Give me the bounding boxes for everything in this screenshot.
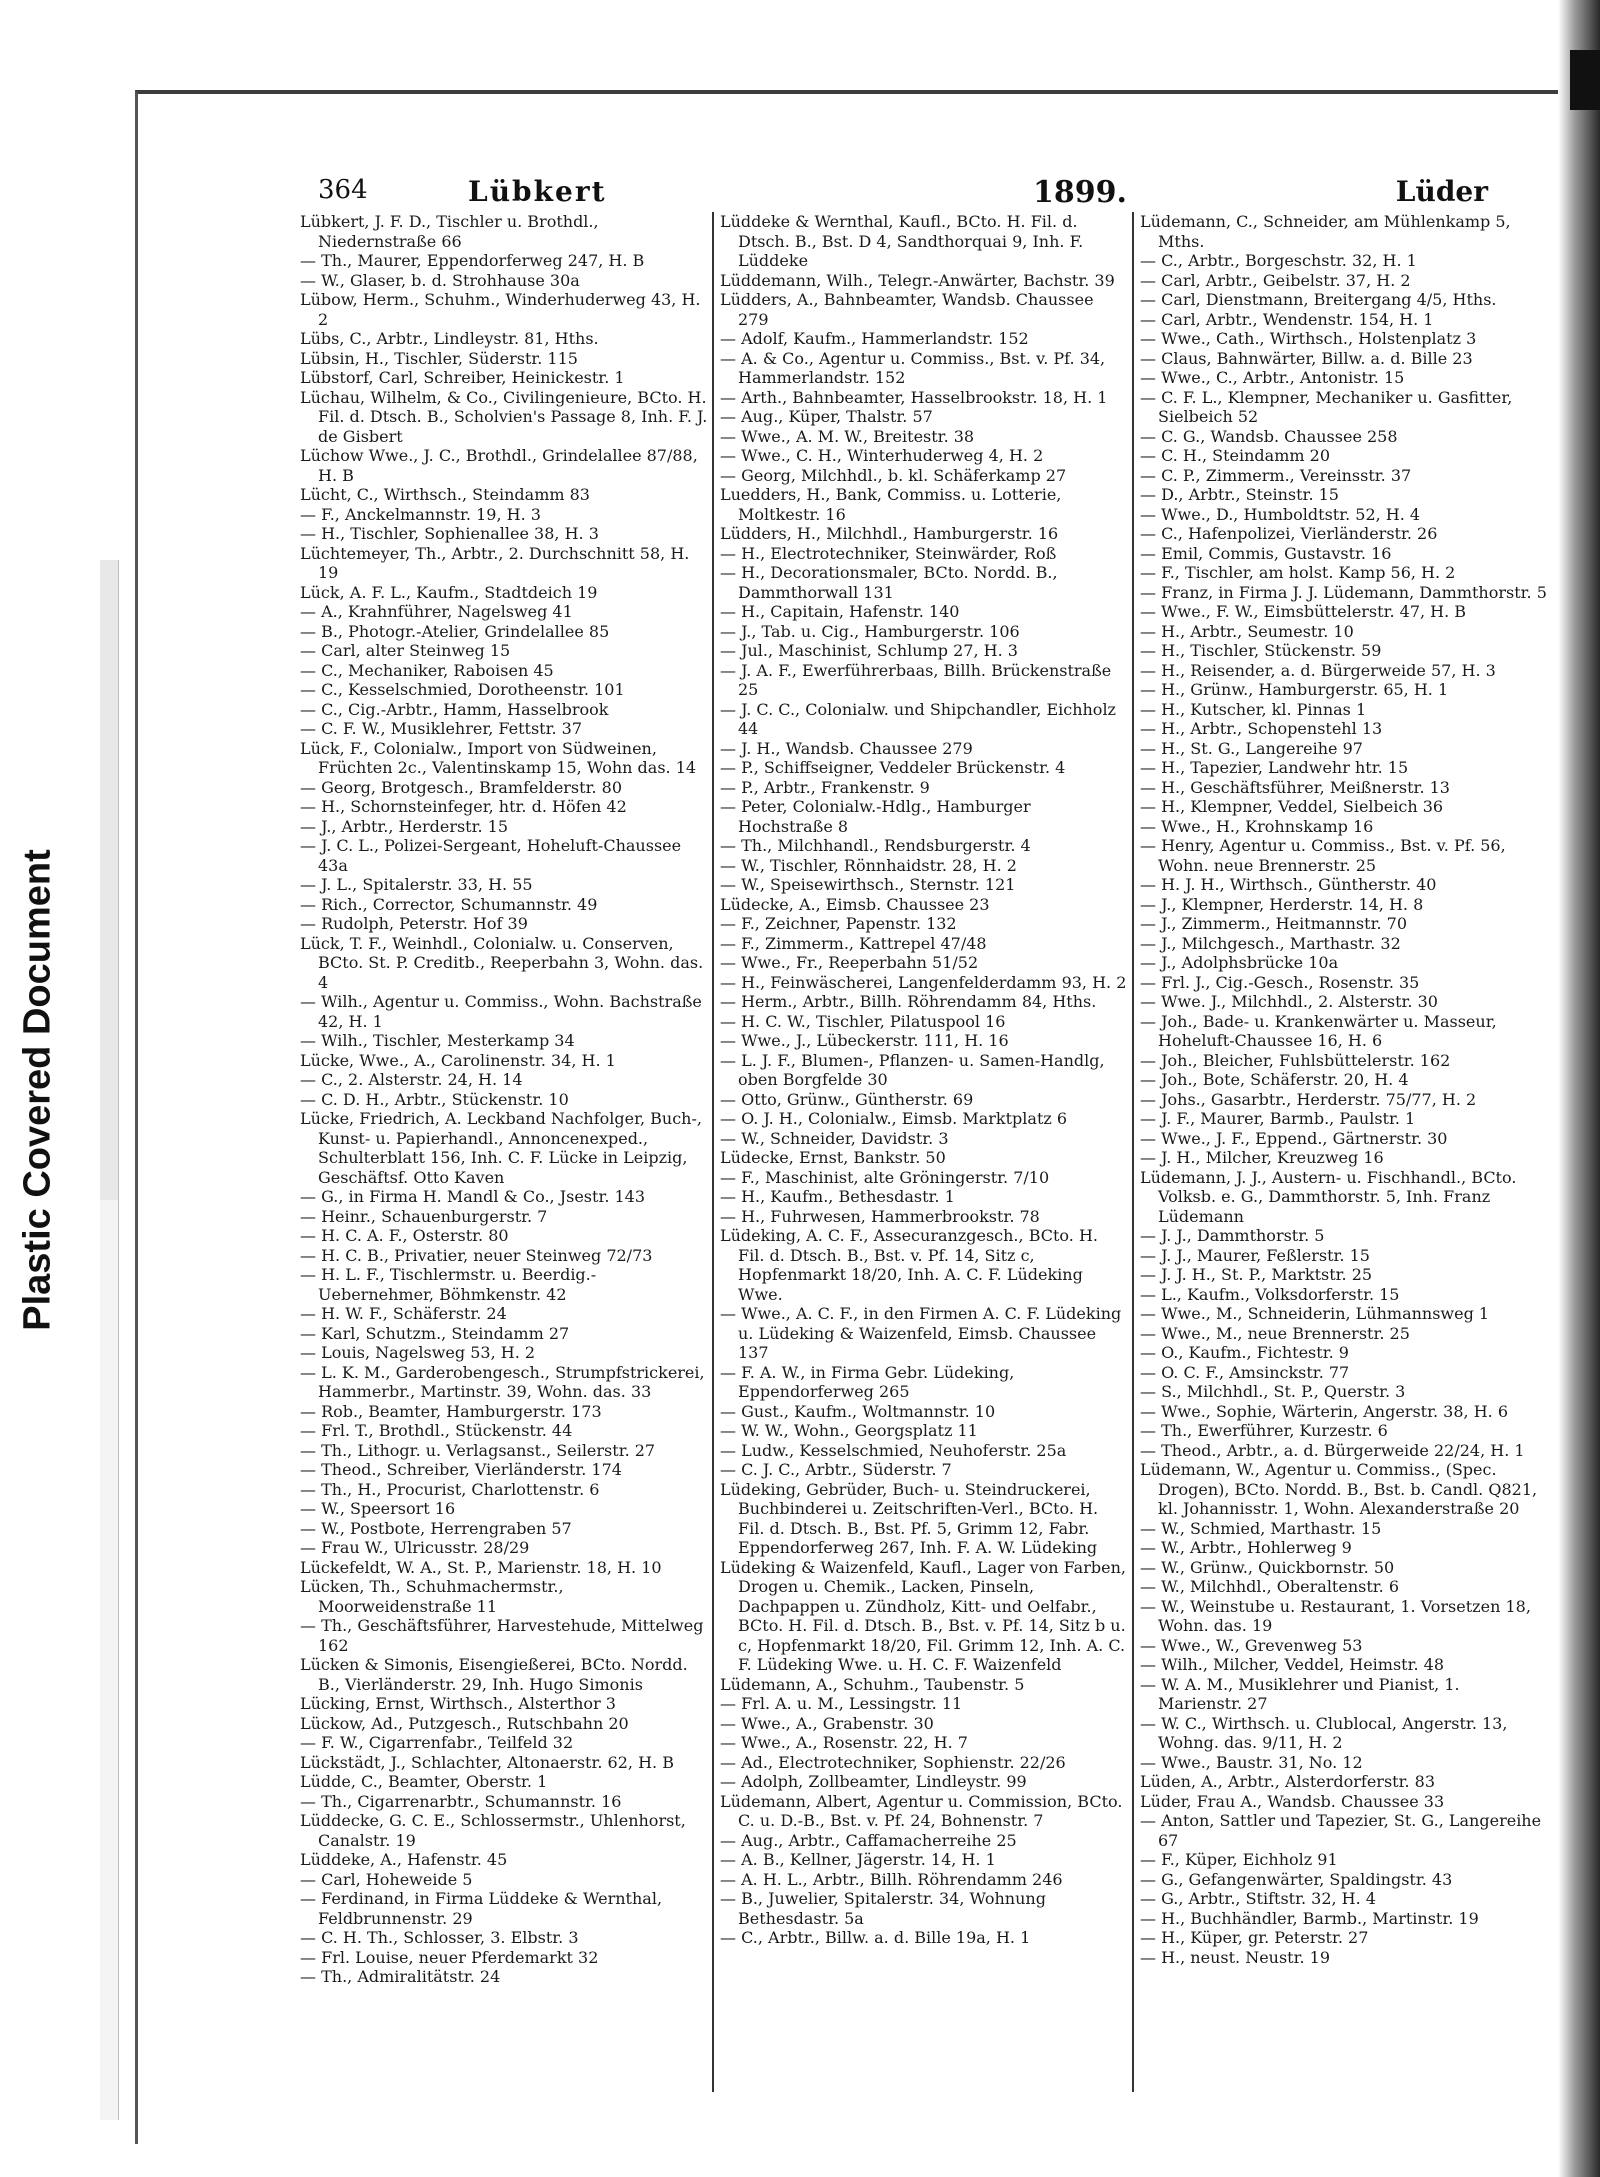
directory-entry: — Frl. T., Brothdl., Stückenstr. 44 xyxy=(300,1421,573,1440)
directory-entry: — J., Klempner, Herderstr. 14, H. 8 xyxy=(1140,894,1424,914)
directory-entry: — W., Schneider, Davidstr. 3 xyxy=(720,1128,949,1148)
directory-entry: — Frl. Louise, neuer Pferdemarkt 32 xyxy=(300,1947,599,1967)
directory-entry: — Th., Maurer, Eppendorferweg 247, H. B xyxy=(300,251,645,270)
directory-entry: Lüdders, H., Milchhdl., Hamburgerstr. 16 xyxy=(720,524,1059,543)
directory-entry: — Wwe., C. H., Winterhuderweg 4, H. 2 xyxy=(720,446,1044,465)
directory-entry: — Wwe., A. M. W., Breitestr. 38 xyxy=(720,426,975,446)
directory-entry: — Johs., Gasarbtr., Herderstr. 75/77, H. 2 xyxy=(1140,1089,1477,1109)
directory-entry: — W., Weinstube u. Restaurant, 1. Vorsetzen 18, Wohn. das. 19 xyxy=(1140,1596,1531,1635)
directory-entry: — Wwe., Baustr. 31, No. 12 xyxy=(1140,1752,1363,1772)
directory-entry: Lüdecke, Ernst, Bankstr. 50 xyxy=(720,1148,946,1167)
directory-entry: — F. W., Cigarrenfabr., Teilfeld 32 xyxy=(300,1733,574,1752)
directory-entry: — Peter, Colonialw.-Hdlg., Hamburger Hochstraße 8 xyxy=(720,797,1031,836)
directory-entry: — F., Küper, Eichholz 91 xyxy=(1140,1850,1338,1869)
directory-entry: Lüddeke, A., Hafenstr. 45 xyxy=(300,1850,508,1869)
directory-entry: — Wwe., J. F., Eppend., Gärtnerstr. 30 xyxy=(1140,1128,1448,1148)
directory-entry: — Rob., Beamter, Hamburgerstr. 173 xyxy=(300,1401,602,1421)
directory-entry: — J. L., Spitalerstr. 33, H. 55 xyxy=(300,875,533,894)
directory-entry: — Ad., Electrotechniker, Sophienstr. 22/26 xyxy=(720,1752,1066,1772)
directory-entry: — C., Arbtr., Borgeschstr. 32, H. 1 xyxy=(1140,251,1417,270)
directory-entry: — Carl, alter Steinweg 15 xyxy=(300,641,511,660)
directory-entry: — P., Schiffseigner, Veddeler Brückenstr. 4 xyxy=(720,758,1066,777)
directory-entry: — W., Speersort 16 xyxy=(300,1499,456,1518)
directory-entry: — Wwe., J., Lübeckerstr. 111, H. 16 xyxy=(720,1031,1009,1050)
directory-entry: — S., Milchhdl., St. P., Querstr. 3 xyxy=(1140,1382,1406,1401)
directory-entry: — A. B., Kellner, Jägerstr. 14, H. 1 xyxy=(720,1850,996,1869)
directory-entry: — C. H. Th., Schlosser, 3. Elbstr. 3 xyxy=(300,1928,579,1947)
page-number: 364 xyxy=(318,175,368,205)
directory-entry: Lückow, Ad., Putzgesch., Rutschbahn 20 xyxy=(300,1713,629,1733)
directory-entry: — J. C. C., Colonialw. und Shipchandler, Eichholz 44 xyxy=(720,699,1116,738)
directory-entry: — Aug., Küper, Thalstr. 57 xyxy=(720,407,933,426)
directory-entry: — Wwe., Fr., Reeperbahn 51/52 xyxy=(720,953,979,972)
directory-entry: — Wwe., C., Arbtr., Antonistr. 15 xyxy=(1140,368,1405,387)
header-first-name: Lübkert xyxy=(468,175,607,208)
directory-entry: — C., Hafenpolizei, Vierländerstr. 26 xyxy=(1140,524,1438,543)
directory-entry: — A. & Co., Agentur u. Commiss., Bst. v. Pf. 34, Hammerlandstr. 152 xyxy=(720,348,1106,387)
directory-entry: — H. C. B., Privatier, neuer Steinweg 72/73 xyxy=(300,1245,653,1265)
directory-entry: — F., Tischler, am holst. Kamp 56, H. 2 xyxy=(1140,563,1456,582)
column-2 xyxy=(720,212,1128,2112)
directory-entry: — O. J. H., Colonialw., Eimsb. Marktplatz 6 xyxy=(720,1109,1068,1128)
directory-entry: — Th., Lithogr. u. Verlagsanst., Seilerstr. 27 xyxy=(300,1440,656,1460)
directory-entry: — Wwe. J., Milchhdl., 2. Alsterstr. 30 xyxy=(1140,992,1438,1011)
directory-entry: — J., Zimmerm., Heitmannstr. 70 xyxy=(1140,914,1407,933)
directory-entry: — C. F. L., Klempner, Mechaniker u. Gasfitter, Sielbeich 52 xyxy=(1140,387,1513,426)
column-3 xyxy=(1140,212,1548,2112)
directory-entry: — Theod., Schreiber, Vierländerstr. 174 xyxy=(300,1460,622,1479)
directory-entry: — A., Krahnführer, Nagelsweg 41 xyxy=(300,602,573,621)
directory-entry: — H., Schornsteinfeger, htr. d. Höfen 42 xyxy=(300,797,627,816)
directory-entry: — Frl. A. u. M., Lessingstr. 11 xyxy=(720,1694,963,1713)
directory-entry: — Otto, Grünw., Güntherstr. 69 xyxy=(720,1089,974,1109)
directory-entry: — H. C. A. F., Osterstr. 80 xyxy=(300,1226,509,1245)
directory-entry: — H., Kaufm., Bethesdastr. 1 xyxy=(720,1187,955,1206)
directory-entry: — F., Maschinist, alte Gröningerstr. 7/10 xyxy=(720,1167,1050,1187)
directory-entry: — Th., Geschäftsführer, Harvestehude, Mittelweg 162 xyxy=(300,1616,704,1655)
directory-entry: — H. L. F., Tischlermstr. u. Beerdig.-Uebernehmer, Böhmkenstr. 42 xyxy=(300,1265,597,1304)
directory-entry: — Joh., Bote, Schäferstr. 20, H. 4 xyxy=(1140,1070,1409,1089)
directory-entry: Luedders, H., Bank, Commiss. u. Lotterie, Moltkestr. 16 xyxy=(720,485,1062,524)
directory-entry: — H., Feinwäscherei, Langenfelderdamm 93, H. 2 xyxy=(720,972,1127,992)
directory-entry: — Rich., Corrector, Schumannstr. 49 xyxy=(300,894,598,914)
directory-entry: — Adolf, Kaufm., Hammerlandstr. 152 xyxy=(720,329,1029,348)
directory-entry: — Th., H., Procurist, Charlottenstr. 6 xyxy=(300,1479,600,1499)
directory-entry: — G., Gefangenwärter, Spaldingstr. 43 xyxy=(1140,1869,1453,1889)
directory-entry: — J. H., Milcher, Kreuzweg 16 xyxy=(1140,1148,1384,1167)
directory-entry: — H., Geschäftsführer, Meißnerstr. 13 xyxy=(1140,777,1450,797)
directory-entry: — Jul., Maschinist, Schlump 27, H. 3 xyxy=(720,641,1018,660)
directory-entry: — Joh., Bleicher, Fuhlsbüttelerstr. 162 xyxy=(1140,1050,1451,1070)
directory-entry: Lücken, Th., Schuhmachermstr., Moorweidenstraße 11 xyxy=(300,1577,564,1616)
directory-entry: — Wwe., Cath., Wirthsch., Holstenplatz 3 xyxy=(1140,329,1477,348)
directory-entry: — L. J. F., Blumen-, Pflanzen- u. Samen-Handlg, oben Borgfelde 30 xyxy=(720,1050,1105,1089)
side-label: Plastic Covered Document xyxy=(16,849,59,1331)
scanner-edge xyxy=(1558,0,1600,2177)
directory-entry: — J., Arbtr., Herderstr. 15 xyxy=(300,816,509,836)
directory-entry: — W., Postbote, Herrengraben 57 xyxy=(300,1518,572,1538)
directory-entry: — Wilh., Tischler, Mesterkamp 34 xyxy=(300,1031,575,1050)
column-1 xyxy=(300,212,708,2112)
directory-entry: — J. C. L., Polizei-Sergeant, Hoheluft-Chaussee 43a xyxy=(300,836,682,875)
directory-entry: Lüdemann, Albert, Agentur u. Commission, BCto. C. u. D.-B., Bst. v. Pf. 24, Bohnenstr. 7 xyxy=(720,1791,1123,1830)
directory-entry: Lücht, C., Wirthsch., Steindamm 83 xyxy=(300,485,590,504)
directory-entry: — Wwe., H., Krohnskamp 16 xyxy=(1140,816,1374,836)
directory-entry: Lücken & Simonis, Eisengießerei, BCto. Nordd. B., Vierländerstr. 29, Inh. Hugo Simonis xyxy=(300,1655,688,1694)
directory-entry: — H. W. F., Schäferstr. 24 xyxy=(300,1304,507,1323)
directory-entry: — Carl, Dienstmann, Breitergang 4/5, Hths. xyxy=(1140,290,1497,309)
directory-entry: — L. K. M., Garderobengesch., Strumpfstrickerei, Hammerbr., Martinstr. 39, Wohn. das. 33 xyxy=(300,1362,705,1401)
directory-entry: — H., Fuhrwesen, Hammerbrookstr. 78 xyxy=(720,1206,1040,1226)
directory-entry: — J., Milchgesch., Marthastr. 32 xyxy=(1140,933,1401,953)
directory-entry: — H., Electrotechniker, Steinwärder, Roß xyxy=(720,543,1057,563)
directory-columns xyxy=(300,212,1555,2112)
directory-entry: Lüder, Frau A., Wandsb. Chaussee 33 xyxy=(1140,1791,1445,1811)
directory-entry: — H., Buchhändler, Barmb., Martinstr. 19 xyxy=(1140,1908,1479,1928)
directory-entry: — H., Decorationsmaler, BCto. Nordd. B., Dammthorwall 131 xyxy=(720,563,1058,602)
scanner-notch xyxy=(1570,50,1600,110)
directory-entry: — Henry, Agentur u. Commiss., Bst. v. Pf. 56, Wohn. neue Brennerstr. 25 xyxy=(1140,836,1506,875)
directory-entry: — Th., Milchhandl., Rendsburgerstr. 4 xyxy=(720,836,1031,855)
directory-entry: — C., Cig.-Arbtr., Hamm, Hasselbrook xyxy=(300,699,609,719)
binding-tab-top xyxy=(100,560,119,1200)
directory-entry: — Adolph, Zollbeamter, Lindleystr. 99 xyxy=(720,1772,1027,1791)
directory-entry: Lüddemann, Wilh., Telegr.-Anwärter, Bachstr. 39 xyxy=(720,270,1115,290)
directory-entry: — F., Zimmerm., Kattrepel 47/48 xyxy=(720,933,987,953)
directory-entry: Lüdeking & Waizenfeld, Kaufl., Lager von Farben, Drogen u. Chemik., Lacken, Pinseln, Dachpappen u. Zündholz, Kitt- und Oelfabr., BCto. H. Fil. d. Dtsch. B., Bst. v. Pf. 14, Sitz b u. c, Hopfenmarkt 18/20, Fil. Grimm 12, Inh. A. C. F. Lüdeking Wwe. u. H. C. F. Waizenfeld xyxy=(720,1557,1126,1674)
directory-entry: Lüdemann, J. J., Austern- u. Fischhandl., BCto. Volksb. e. G., Dammthorstr. 5, Inh. Franz Lüdemann xyxy=(1140,1167,1517,1226)
directory-entry: Lück, T. F., Weinhdl., Colonialw. u. Conserven, BCto. St. P. Creditb., Reeperbahn 3, Wohn. das. 4 xyxy=(300,933,704,992)
directory-entry: — J., Adolphsbrücke 10a xyxy=(1140,953,1339,972)
binding-tab-bottom xyxy=(100,1200,119,2120)
directory-entry: Lüdeking, A. C. F., Assecuranzgesch., BCto. H. Fil. d. Dtsch. B., Bst. v. Pf. 14, Sitz c, Hopfenmarkt 18/20, Inh. A. C. F. Lüdeking Wwe. xyxy=(720,1226,1098,1304)
page-header xyxy=(318,175,1548,215)
header-last-name: Lüder xyxy=(1395,175,1488,208)
directory-entry: Lückstädt, J., Schlachter, Altonaerstr. 62, H. B xyxy=(300,1752,674,1772)
directory-entry: Lücke, Wwe., A., Carolinenstr. 34, H. 1 xyxy=(300,1050,616,1070)
directory-entry: — Wilh., Agentur u. Commiss., Wohn. Bachstraße 42, H. 1 xyxy=(300,992,702,1031)
directory-entry: Lüchau, Wilhelm, & Co., Civilingenieure, BCto. H. Fil. d. Dtsch. B., Scholvien's Passage 8, Inh. F. J. de Gisbert xyxy=(300,387,708,446)
directory-entry: Lüdders, A., Bahnbeamter, Wandsb. Chaussee 279 xyxy=(720,290,1094,329)
directory-entry: — H., Tapezier, Landwehr htr. 15 xyxy=(1140,758,1409,777)
directory-entry: — Georg, Brotgesch., Bramfelderstr. 80 xyxy=(300,777,622,797)
directory-entry: — A. H. L., Arbtr., Billh. Röhrendamm 246 xyxy=(720,1869,1063,1889)
directory-entry: — Wwe., W., Grevenweg 53 xyxy=(1140,1635,1363,1655)
directory-entry: — Wwe., A. C. F., in den Firmen A. C. F. Lüdeking u. Lüdeking & Waizenfeld, Eimsb. Chaussee 137 xyxy=(720,1304,1122,1362)
directory-entry: — Herm., Arbtr., Billh. Röhrendamm 84, Hths. xyxy=(720,992,1097,1011)
directory-entry: — Carl, Hoheweide 5 xyxy=(300,1869,473,1889)
directory-entry: Lübstorf, Carl, Schreiber, Heinickestr. 1 xyxy=(300,368,625,387)
directory-entry: — W., Grünw., Quickbornstr. 50 xyxy=(1140,1557,1395,1577)
directory-entry: — Wwe., D., Humboldtstr. 52, H. 4 xyxy=(1140,504,1421,524)
column-divider xyxy=(712,212,714,2092)
directory-entry: — B., Photogr.-Atelier, Grindelallee 85 xyxy=(300,621,610,641)
directory-entry: — Theod., Arbtr., a. d. Bürgerweide 22/24, H. 1 xyxy=(1140,1440,1525,1460)
directory-entry: — P., Arbtr., Frankenstr. 9 xyxy=(720,777,930,797)
directory-entry: — H., Grünw., Hamburgerstr. 65, H. 1 xyxy=(1140,680,1449,699)
directory-entry: — W., Milchhdl., Oberaltenstr. 6 xyxy=(1140,1577,1400,1596)
directory-entry: — C., 2. Alsterstr. 24, H. 14 xyxy=(300,1070,523,1089)
directory-entry: — H., Capitain, Hafenstr. 140 xyxy=(720,602,960,621)
directory-entry: — W., Arbtr., Hohlerweg 9 xyxy=(1140,1538,1352,1557)
directory-entry: — Wilh., Milcher, Veddel, Heimstr. 48 xyxy=(1140,1655,1445,1674)
directory-entry: — Louis, Nagelsweg 53, H. 2 xyxy=(300,1343,536,1362)
directory-entry: — Th., Admiralitätstr. 24 xyxy=(300,1967,501,1986)
directory-entry: — H., Arbtr., Seumestr. 10 xyxy=(1140,621,1354,641)
directory-entry: — C., Mechaniker, Raboisen 45 xyxy=(300,660,554,680)
directory-entry: — J. H., Wandsb. Chaussee 279 xyxy=(720,738,973,758)
directory-entry: Lüdde, C., Beamter, Oberstr. 1 xyxy=(300,1772,548,1791)
column-divider xyxy=(1132,212,1134,2092)
directory-entry: — J., Tab. u. Cig., Hamburgerstr. 106 xyxy=(720,621,1020,641)
directory-entry: — H., Kutscher, kl. Pinnas 1 xyxy=(1140,699,1367,719)
directory-entry: — W., Tischler, Rönnhaidstr. 28, H. 2 xyxy=(720,855,1017,875)
directory-entry: — W. C., Wirthsch. u. Clublocal, Angerstr. 13, Wohng. das. 9/11, H. 2 xyxy=(1140,1713,1508,1752)
directory-entry: Lüdeking, Gebrüder, Buch- u. Steindruckerei, Buchbinderei u. Zeitschriften-Verl., BCto. H. Fil. d. Dtsch. B., Bst. Pf. 5, Grimm 12, Fabr. Eppendorferweg 267, Inh. F. A. W. Lüdeking xyxy=(720,1479,1099,1557)
directory-entry: Lück, F., Colonialw., Import von Südweinen, Früchten 2c., Valentinskamp 15, Wohn das. 14 xyxy=(300,738,697,777)
directory-entry: Lüddecke, G. C. E., Schlossermstr., Uhlenhorst, Canalstr. 19 xyxy=(300,1811,686,1850)
directory-entry: Lücke, Friedrich, A. Leckband Nachfolger, Buch-, Kunst- u. Papierhandl., Annoncenexped., Schulterblatt 156, Inh. C. F. Lücke in Leipzig, Geschäftsf. Otto Kaven xyxy=(300,1109,702,1187)
directory-entry: — C. G., Wandsb. Chaussee 258 xyxy=(1140,426,1398,446)
directory-entry: — Wwe., A., Rosenstr. 22, H. 7 xyxy=(720,1733,968,1752)
directory-entry: — Wwe., Sophie, Wärterin, Angerstr. 38, H. 6 xyxy=(1140,1401,1508,1421)
directory-entry: — W. A. M., Musiklehrer und Pianist, 1. Marienstr. 27 xyxy=(1140,1674,1460,1713)
directory-entry: — C. F. W., Musiklehrer, Fettstr. 37 xyxy=(300,719,583,738)
directory-entry: — H., Klempner, Veddel, Sielbeich 36 xyxy=(1140,797,1444,816)
directory-entry: — H., Arbtr., Schopenstehl 13 xyxy=(1140,719,1383,738)
directory-entry: — Wwe., A., Grabenstr. 30 xyxy=(720,1713,934,1733)
directory-entry: — W. W., Wohn., Georgsplatz 11 xyxy=(720,1421,978,1440)
directory-entry: — Wwe., M., neue Brennerstr. 25 xyxy=(1140,1323,1410,1343)
directory-entry: — J. F., Maurer, Barmb., Paulstr. 1 xyxy=(1140,1109,1416,1128)
directory-entry: — Georg, Milchhdl., b. kl. Schäferkamp 27 xyxy=(720,465,1067,485)
directory-entry: — J. A. F., Ewerführerbaas, Billh. Brückenstraße 25 xyxy=(720,660,1112,699)
directory-entry: — C. J. C., Arbtr., Süderstr. 7 xyxy=(720,1460,952,1479)
directory-entry: — W., Speisewirthsch., Sternstr. 121 xyxy=(720,875,1016,894)
directory-entry: — D., Arbtr., Steinstr. 15 xyxy=(1140,485,1339,504)
directory-entry: — H. C. W., Tischler, Pilatuspool 16 xyxy=(720,1011,1006,1031)
directory-entry: — H., Reisender, a. d. Bürgerweide 57, H. 3 xyxy=(1140,660,1496,680)
directory-entry: — F., Anckelmannstr. 19, H. 3 xyxy=(300,504,541,524)
directory-entry: — H. J. H., Wirthsch., Güntherstr. 40 xyxy=(1140,875,1437,894)
directory-entry: — Heinr., Schauenburgerstr. 7 xyxy=(300,1206,548,1226)
directory-entry: — C. H., Steindamm 20 xyxy=(1140,446,1330,465)
directory-entry: — Wwe., M., Schneiderin, Lühmannsweg 1 xyxy=(1140,1304,1490,1323)
directory-entry: — C. P., Zimmerm., Vereinsstr. 37 xyxy=(1140,465,1412,485)
directory-entry: Lüchow Wwe., J. C., Brothdl., Grindelallee 87/88, H. B xyxy=(300,446,698,485)
directory-entry: — H., Tischler, Sophienallee 38, H. 3 xyxy=(300,524,599,543)
directory-entry: — Arth., Bahnbeamter, Hasselbrookstr. 18, H. 1 xyxy=(720,387,1108,407)
directory-entry: Lübow, Herm., Schuhm., Winderhuderweg 43, H. 2 xyxy=(300,290,701,329)
directory-entry: — Carl, Arbtr., Geibelstr. 37, H. 2 xyxy=(1140,270,1411,290)
directory-entry: Lübkert, J. F. D., Tischler u. Brothdl., Niedernstraße 66 xyxy=(300,212,599,251)
directory-entry: — F. A. W., in Firma Gebr. Lüdeking, Eppendorferweg 265 xyxy=(720,1362,1015,1401)
directory-entry: — Karl, Schutzm., Steindamm 27 xyxy=(300,1323,570,1343)
directory-entry: — O., Kaufm., Fichtestr. 9 xyxy=(1140,1343,1349,1362)
directory-entry: Lübsin, H., Tischler, Süderstr. 115 xyxy=(300,348,578,368)
directory-entry: — J. J., Dammthorstr. 5 xyxy=(1140,1226,1325,1245)
directory-entry: — Gust., Kaufm., Woltmannstr. 10 xyxy=(720,1401,996,1421)
directory-entry: Lüddeke & Wernthal, Kaufl., BCto. H. Fil. d. Dtsch. B., Bst. D 4, Sandthorquai 9, Inh. F. Lüddeke xyxy=(720,212,1084,270)
directory-entry: — Claus, Bahnwärter, Billw. a. d. Bille 23 xyxy=(1140,348,1473,368)
directory-entry: Lüdecke, A., Eimsb. Chaussee 23 xyxy=(720,894,990,914)
directory-entry: — Joh., Bade- u. Krankenwärter u. Masseur, Hoheluft-Chaussee 16, H. 6 xyxy=(1140,1011,1497,1050)
directory-entry: — W., Glaser, b. d. Strohhause 30a xyxy=(300,270,580,290)
directory-entry: Lübs, C., Arbtr., Lindleystr. 81, Hths. xyxy=(300,329,599,348)
directory-entry: — Th., Cigarrenarbtr., Schumannstr. 16 xyxy=(300,1791,622,1811)
directory-entry: Lüdemann, W., Agentur u. Commiss., (Spec. Drogen), BCto. Nordd. B., Bst. b. Candl. Q821, kl. Johannisstr. 1, Wohn. Alexanderstraße 20 xyxy=(1140,1460,1538,1518)
directory-entry: — H., Tischler, Stückenstr. 59 xyxy=(1140,641,1382,660)
directory-entry: — H., neust. Neustr. 19 xyxy=(1140,1947,1331,1967)
directory-entry: — G., in Firma H. Mandl & Co., Jsestr. 143 xyxy=(300,1187,646,1206)
directory-entry: — J. J., Maurer, Feßlerstr. 15 xyxy=(1140,1245,1370,1265)
directory-entry: — Aug., Arbtr., Caffamacherreihe 25 xyxy=(720,1830,1017,1850)
directory-entry: — C. D. H., Arbtr., Stückenstr. 10 xyxy=(300,1089,569,1109)
directory-entry: — G., Arbtr., Stiftstr. 32, H. 4 xyxy=(1140,1889,1376,1908)
directory-entry: — Rudolph, Peterstr. Hof 39 xyxy=(300,914,528,933)
directory-entry: — W., Schmied, Marthastr. 15 xyxy=(1140,1518,1382,1538)
directory-entry: — Th., Ewerführer, Kurzestr. 6 xyxy=(1140,1421,1388,1440)
directory-entry: — Frau W., Ulricusstr. 28/29 xyxy=(300,1538,530,1557)
directory-entry: — Franz, in Firma J. J. Lüdemann, Dammthorstr. 5 xyxy=(1140,582,1547,602)
directory-entry: — Anton, Sattler und Tapezier, St. G., Langereihe 67 xyxy=(1140,1811,1542,1850)
directory-entry: — B., Juwelier, Spitalerstr. 34, Wohnung Bethesdastr. 5a xyxy=(720,1889,1046,1928)
directory-entry: — L., Kaufm., Volksdorferstr. 15 xyxy=(1140,1284,1400,1304)
directory-entry: Lüchtemeyer, Th., Arbtr., 2. Durchschnitt 58, H. 19 xyxy=(300,543,690,582)
directory-entry: Lückefeldt, W. A., St. P., Marienstr. 18, H. 10 xyxy=(300,1557,662,1577)
directory-entry: Lüden, A., Arbtr., Alsterdorferstr. 83 xyxy=(1140,1772,1436,1791)
directory-entry: — Frl. J., Cig.-Gesch., Rosenstr. 35 xyxy=(1140,972,1420,992)
directory-entry: — F., Zeichner, Papenstr. 132 xyxy=(720,914,957,933)
directory-entry: — H., St. G., Langereihe 97 xyxy=(1140,738,1363,758)
directory-entry: Lück, A. F. L., Kaufm., Stadtdeich 19 xyxy=(300,582,598,602)
directory-entry: — Emil, Commis, Gustavstr. 16 xyxy=(1140,543,1392,563)
directory-entry: Lüdemann, C., Schneider, am Mühlenkamp 5, Mths. xyxy=(1140,212,1511,251)
directory-entry: — H., Küper, gr. Peterstr. 27 xyxy=(1140,1928,1369,1947)
directory-entry: — C., Arbtr., Billw. a. d. Bille 19a, H. 1 xyxy=(720,1928,1031,1947)
directory-entry: — C., Kesselschmied, Dorotheenstr. 101 xyxy=(300,680,625,699)
directory-entry: Lüdemann, A., Schuhm., Taubenstr. 5 xyxy=(720,1674,1025,1694)
directory-entry: — Wwe., F. W., Eimsbüttelerstr. 47, H. B xyxy=(1140,602,1467,621)
directory-entry: — J. J. H., St. P., Marktstr. 25 xyxy=(1140,1265,1373,1284)
directory-entry: — Ludw., Kesselschmied, Neuhoferstr. 25a xyxy=(720,1440,1067,1460)
header-year: 1899. xyxy=(1033,175,1127,210)
directory-entry: — O. C. F., Amsinckstr. 77 xyxy=(1140,1362,1350,1382)
directory-entry: — Ferdinand, in Firma Lüddeke & Wernthal, Feldbrunnenstr. 29 xyxy=(300,1889,663,1928)
directory-entry: — Carl, Arbtr., Wendenstr. 154, H. 1 xyxy=(1140,309,1434,329)
directory-entry: Lücking, Ernst, Wirthsch., Alsterthor 3 xyxy=(300,1694,616,1713)
